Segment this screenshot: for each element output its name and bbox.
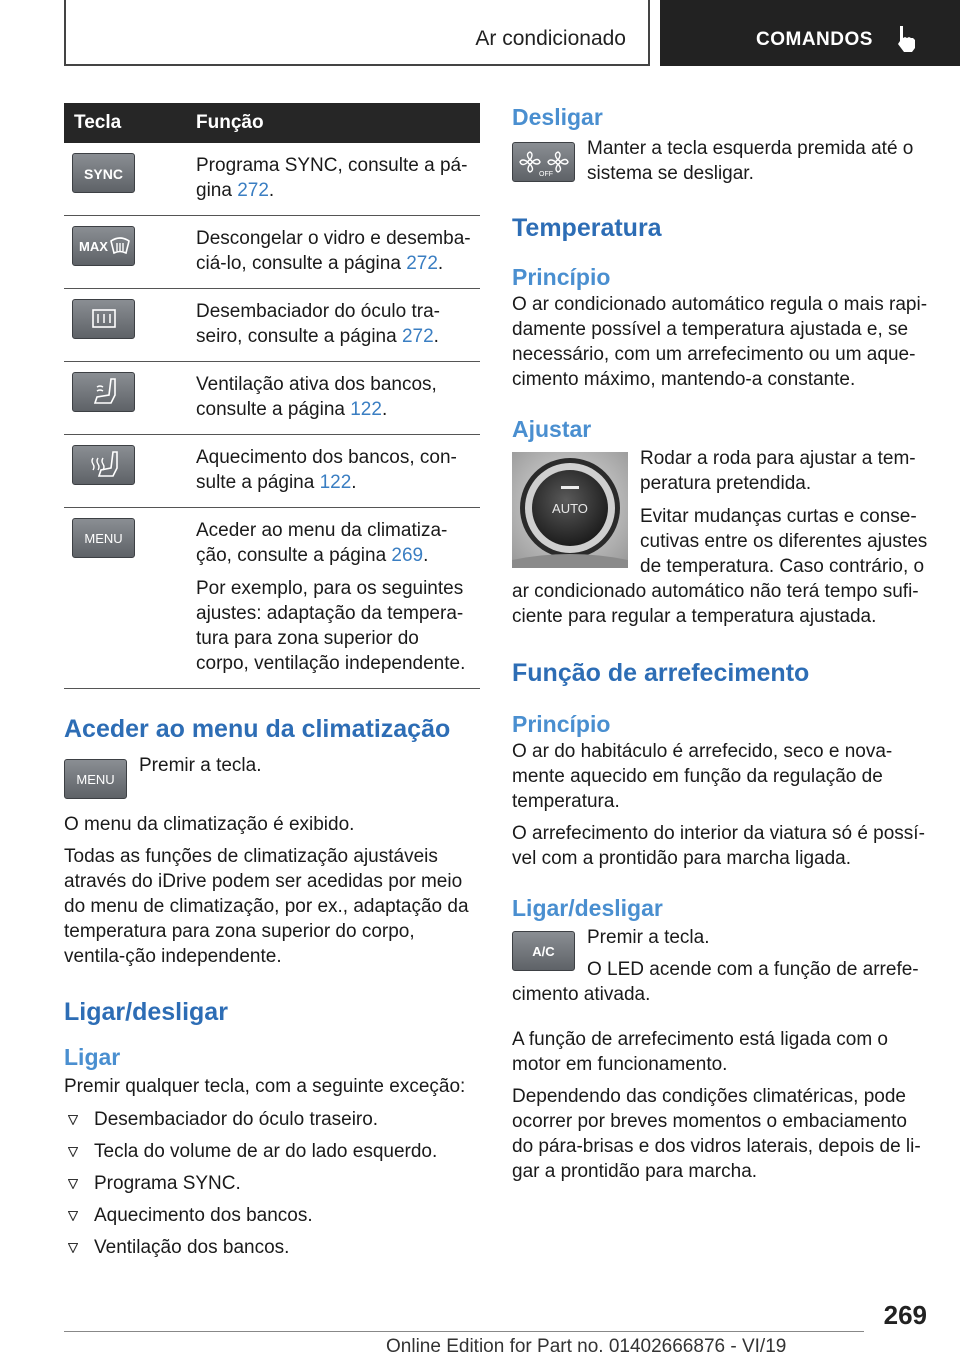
svg-text:MAX: MAX xyxy=(79,239,108,254)
seat-heating-key-icon xyxy=(72,445,135,485)
row-text: Programa SYNC, consulte a pá-gina xyxy=(196,155,468,201)
section-header-box xyxy=(64,0,650,66)
temperature-principle: O ar condicionado automático regula o mais rapi-damente possível a temperatura ajustada e, se necessário, com um arrefecimento ou um aque-cimento máximo, mantendo-a constante. xyxy=(512,294,928,390)
list-item: Tecla do volume de ar do lado esquerdo. xyxy=(64,1139,480,1164)
footer-divider xyxy=(64,1331,864,1332)
heading-menu: Aceder ao menu da climatização xyxy=(64,715,451,743)
row-text: Ventilação ativa dos bancos, consulte a página xyxy=(196,374,437,420)
row-text: Aceder ao menu da climatiza-ção, consulte a página xyxy=(196,520,448,566)
right-column xyxy=(512,102,928,1184)
subheading-on: Ligar xyxy=(64,1044,121,1070)
subheading-principle: Princípio xyxy=(512,264,611,290)
pointing-hand-icon xyxy=(894,24,922,54)
off-key-row xyxy=(512,136,928,186)
table-row: SYNC Programa SYNC, consulte a pá-gina 272. xyxy=(64,143,480,216)
page-header xyxy=(0,0,960,66)
subheading-adjust: Ajustar xyxy=(512,416,592,442)
menu-key-icon xyxy=(64,759,127,799)
list-item: Aquecimento dos bancos. xyxy=(64,1203,480,1228)
svg-text:OFF: OFF xyxy=(539,171,553,178)
table-row: Aquecimento dos bancos, con-sulte a página 122. xyxy=(64,435,480,508)
menu-key-icon xyxy=(72,518,135,558)
svg-text:AUTO: AUTO xyxy=(552,501,588,516)
triangle-bullet-icon xyxy=(68,1211,78,1221)
menu-paragraph: Todas as funções de climatização ajustáveis através do iDrive podem ser acedidas por meio do menu de climatização, por ex., adaptação da temperatura para zona superior do corpo, ventila-ção independente. xyxy=(64,846,469,967)
adjust-text: Evitar mudanças curtas e conse-cutivas entre os diferentes ajustes de temperatura. Caso contrário, o ar condicionado automático não terá tempo sufi-ciente para regular a temperatura ajustada. xyxy=(512,506,928,627)
rear-defrost-key-icon xyxy=(72,299,135,339)
heading-temperature: Temperatura xyxy=(512,214,662,242)
triangle-bullet-icon xyxy=(68,1147,78,1157)
row-text: Aquecimento dos bancos, con-sulte a página xyxy=(196,447,457,493)
table-row: MAX Descongelar o vidro e desemba-ciá-lo, consulte a página 272. xyxy=(64,216,480,289)
temperature-knob-image xyxy=(512,452,628,568)
table-row: MENU Aceder ao menu da climatiza-ção, consulte a página 269. Por exemplo, para os seguintes ajustes: adaptação da tempera-tura para zona superior do corpo, ventilação independente. xyxy=(64,508,480,689)
triangle-bullet-icon xyxy=(68,1115,78,1125)
chapter-tab[interactable] xyxy=(660,0,960,66)
svg-text:MENU: MENU xyxy=(76,772,115,787)
ac-led-text: O LED acende com a função de arrefe-cimento ativada. xyxy=(512,959,919,1005)
cooling-paragraph: O arrefecimento do interior da viatura só é possí-vel com a prontidão para marcha ligada. xyxy=(512,823,925,869)
cooling-paragraph: A função de arrefecimento está ligada com o motor em funcionamento. xyxy=(512,1029,889,1075)
cooling-paragraph: Dependendo das condições climatéricas, pode ocorrer por breves momentos o embaciamento do pára-brisas e dos vidros laterais, depois de li-gar a prontidão para marcha. xyxy=(512,1086,921,1182)
subheading-cooling-onoff: Ligar/desligar xyxy=(512,895,663,921)
page-reference-link[interactable]: 122 xyxy=(350,399,382,420)
footer-edition: Online Edition for Part no. 01402666876 - VI/19 xyxy=(386,1336,787,1357)
row-text: Descongelar o vidro e desemba-ciá-lo, consulte a página xyxy=(196,228,471,274)
svg-text:A/C: A/C xyxy=(532,944,555,959)
page-reference-link[interactable]: 269 xyxy=(391,545,424,566)
menu-key-row xyxy=(64,753,480,799)
adjust-text: Rodar a roda para ajustar a tem-peratura pretendida. xyxy=(640,448,916,494)
heading-cooling: Função de arrefecimento xyxy=(512,659,810,687)
page-reference-link[interactable]: 272 xyxy=(406,253,438,274)
page-reference-link[interactable]: 272 xyxy=(401,326,434,347)
table-row: Ventilação ativa dos bancos, consulte a página 122. xyxy=(64,362,480,435)
triangle-bullet-icon xyxy=(68,1243,78,1253)
chapter-title: COMANDOS xyxy=(756,29,873,50)
adjust-block xyxy=(512,446,928,629)
table-header-key: Tecla xyxy=(74,112,122,133)
subheading-principle: Princípio xyxy=(512,711,611,737)
ac-key-block xyxy=(512,925,928,1007)
cooling-paragraph: O ar do habitáculo é arrefecido, seco e nova-mente aquecido em função da regulação de temperatura. xyxy=(512,741,893,812)
page-reference-link[interactable]: 272 xyxy=(237,180,269,201)
table-row: Desembaciador do óculo tra-seiro, consulte a página 272. xyxy=(64,289,480,362)
subheading-off: Desligar xyxy=(512,104,603,130)
list-item: Programa SYNC. xyxy=(64,1171,480,1196)
row-text: Desembaciador do óculo tra-seiro, consulte a página xyxy=(196,301,440,347)
svg-text:SYNC: SYNC xyxy=(84,166,123,182)
fan-off-key-icon xyxy=(512,142,575,182)
list-item: Ventilação dos bancos. xyxy=(64,1235,480,1260)
menu-press-text: Premir a tecla. xyxy=(139,755,262,776)
list-item: Desembaciador do óculo traseiro. xyxy=(64,1107,480,1132)
ac-key-icon xyxy=(512,931,575,971)
row-extra-text: Por exemplo, para os seguintes ajustes: adaptação da tempera-tura para zona superior do corpo, ventilação independente. xyxy=(196,578,466,674)
max-defrost-key-icon xyxy=(72,226,135,266)
heading-onoff: Ligar/desligar xyxy=(64,998,228,1026)
menu-paragraph: O menu da climatização é exibido. xyxy=(64,814,355,835)
sync-key-icon xyxy=(72,153,135,193)
page-number: 269 xyxy=(883,1300,927,1330)
table-header-row xyxy=(64,103,480,143)
section-title: Ar condicionado xyxy=(475,27,626,50)
page-reference-link[interactable]: 122 xyxy=(319,472,352,493)
seat-ventilation-key-icon xyxy=(72,372,135,412)
triangle-bullet-icon xyxy=(68,1179,78,1189)
table-header-function: Função xyxy=(196,112,264,133)
left-column xyxy=(64,103,480,1267)
off-text: Manter a tecla esquerda premida até o sistema se desligar. xyxy=(587,138,914,184)
exceptions-list xyxy=(64,1107,480,1260)
key-function-table xyxy=(64,103,480,689)
ac-press-text: Premir a tecla. xyxy=(587,927,710,948)
svg-text:MENU: MENU xyxy=(84,531,123,546)
on-text: Premir qualquer tecla, com a seguinte exceção: xyxy=(64,1076,466,1097)
